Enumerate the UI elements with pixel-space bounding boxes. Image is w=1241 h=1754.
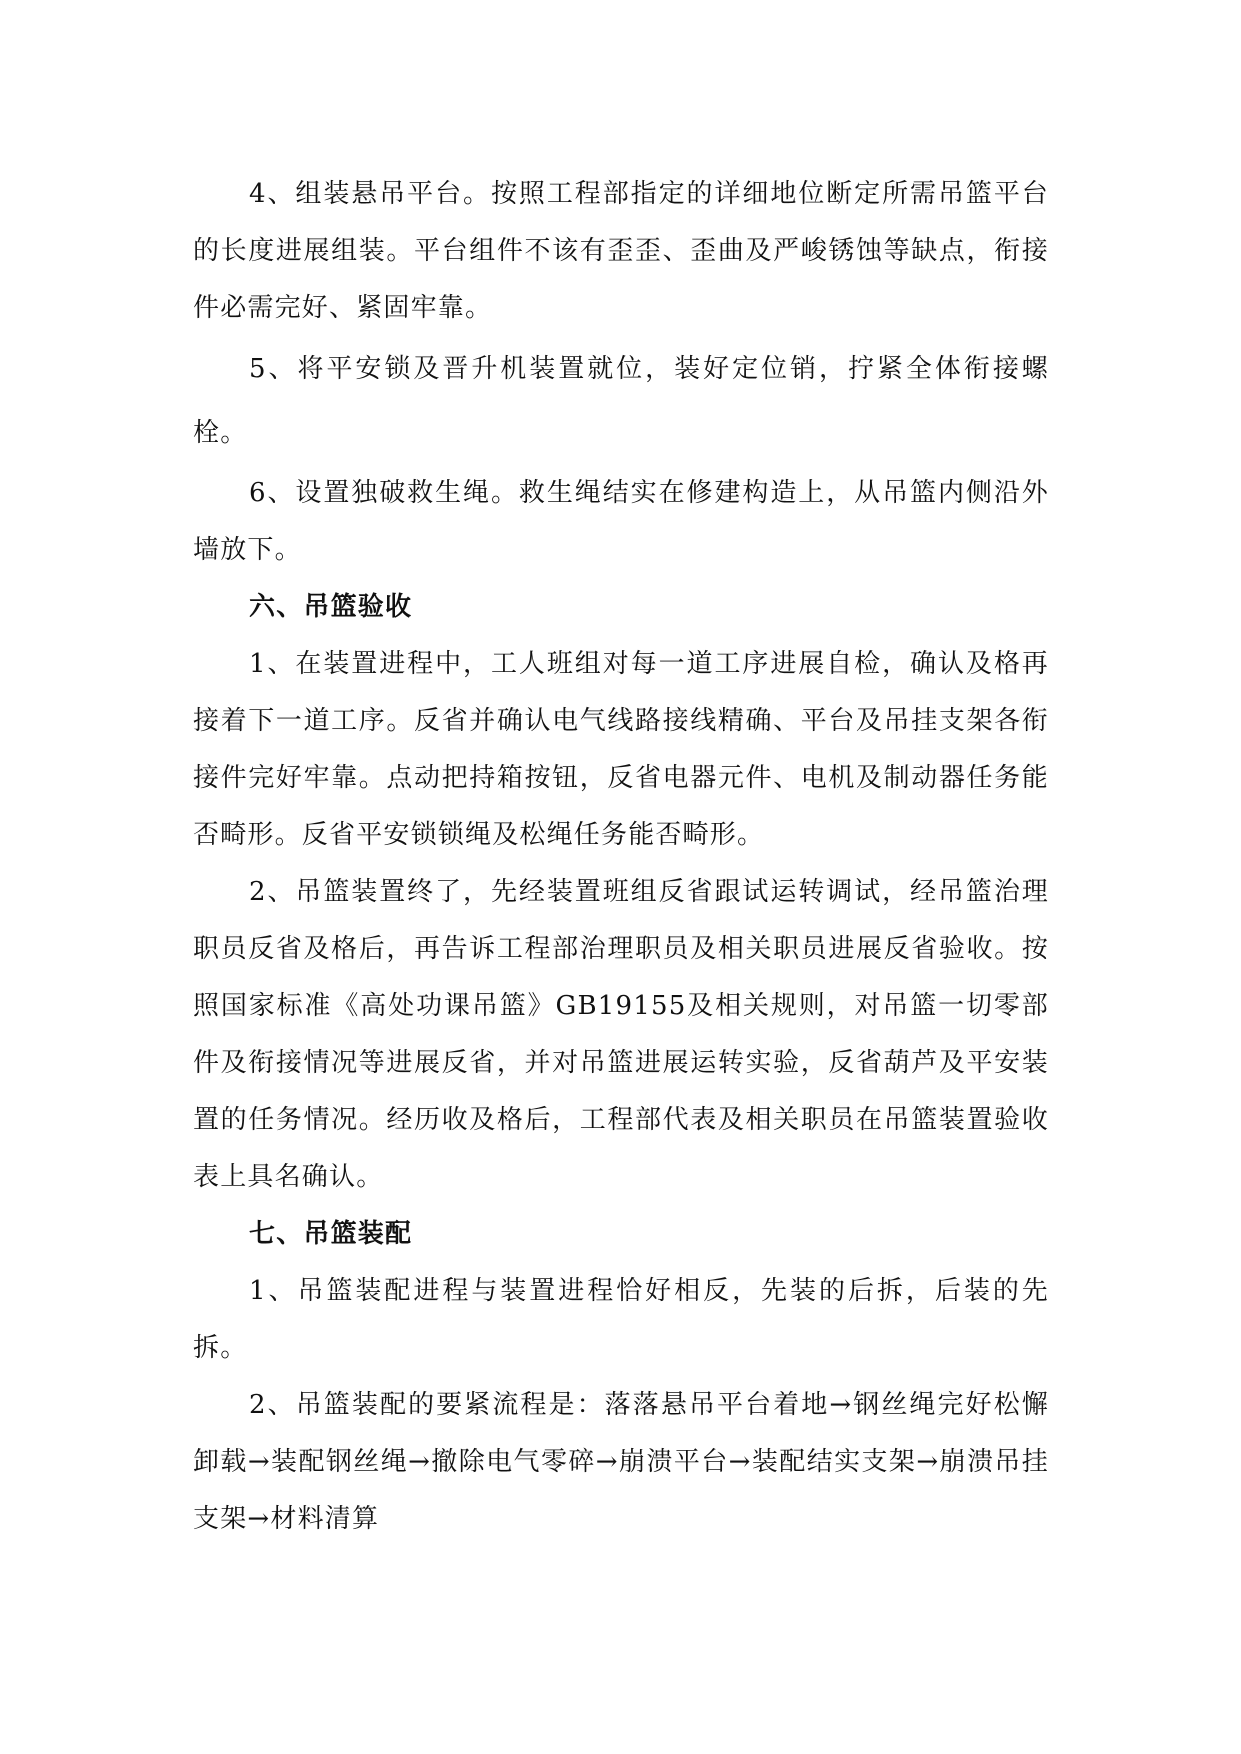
paragraph-dismantling-2: 2、吊篮装配的要紧流程是：落落悬吊平台着地→钢丝绳完好松懈卸载→装配钢丝绳→撤除电气零碎→崩溃平台→装配结实支架→崩溃吊挂支架→材料清算 xyxy=(193,1390,1049,1534)
paragraph-lifeline: 6、设置独破救生绳。救生绳结实在修建构造上，从吊篮内侧沿外墙放下。 xyxy=(193,478,1049,565)
paragraph-dismantling-1: 1、吊篮装配进程与装置进程恰好相反，先装的后拆，后装的先拆。 xyxy=(193,1276,1049,1363)
paragraph-install-safety-lock: 5、将平安锁及晋升机装置就位，装好定位销，拧紧全体衔接螺栓。 xyxy=(193,354,1049,448)
section-heading-dismantling: 七、吊篮装配 xyxy=(249,1219,413,1249)
paragraph-acceptance-1: 1、在装置进程中，工人班组对每一道工序进展自检，确认及格再接着下一道工序。反省并确认电气线路接线精确、平台及吊挂支架各衔接件完好牢靠。点动把持箱按钮，反省电器元件、电机及制动器任务能否畸形。反省平安锁锁绳及松绳任务能否畸形。 xyxy=(193,649,1049,850)
paragraph-assemble-platform: 4、组装悬吊平台。按照工程部指定的详细地位断定所需吊篮平台的长度进展组装。平台组件不该有歪歪、歪曲及严峻锈蚀等缺点，衔接件必需完好、紧固牢靠。 xyxy=(193,179,1049,323)
document-body xyxy=(193,166,1049,1548)
paragraph-acceptance-2: 2、吊篮装置终了，先经装置班组反省跟试运转调试，经吊篮治理职员反省及格后，再告诉工程部治理职员及相关职员进展反省验收。按照国家标准《高处功课吊篮》GB19155及相关规则，对吊篮一切零部件及衔接情况等进展反省，并对吊篮进展运转实验，反省葫芦及平安装置的任务情况。经历收及格后，工程部代表及相关职员在吊篮装置验收表上具名确认。 xyxy=(193,877,1049,1192)
section-heading-acceptance: 六、吊篮验收 xyxy=(249,592,413,622)
